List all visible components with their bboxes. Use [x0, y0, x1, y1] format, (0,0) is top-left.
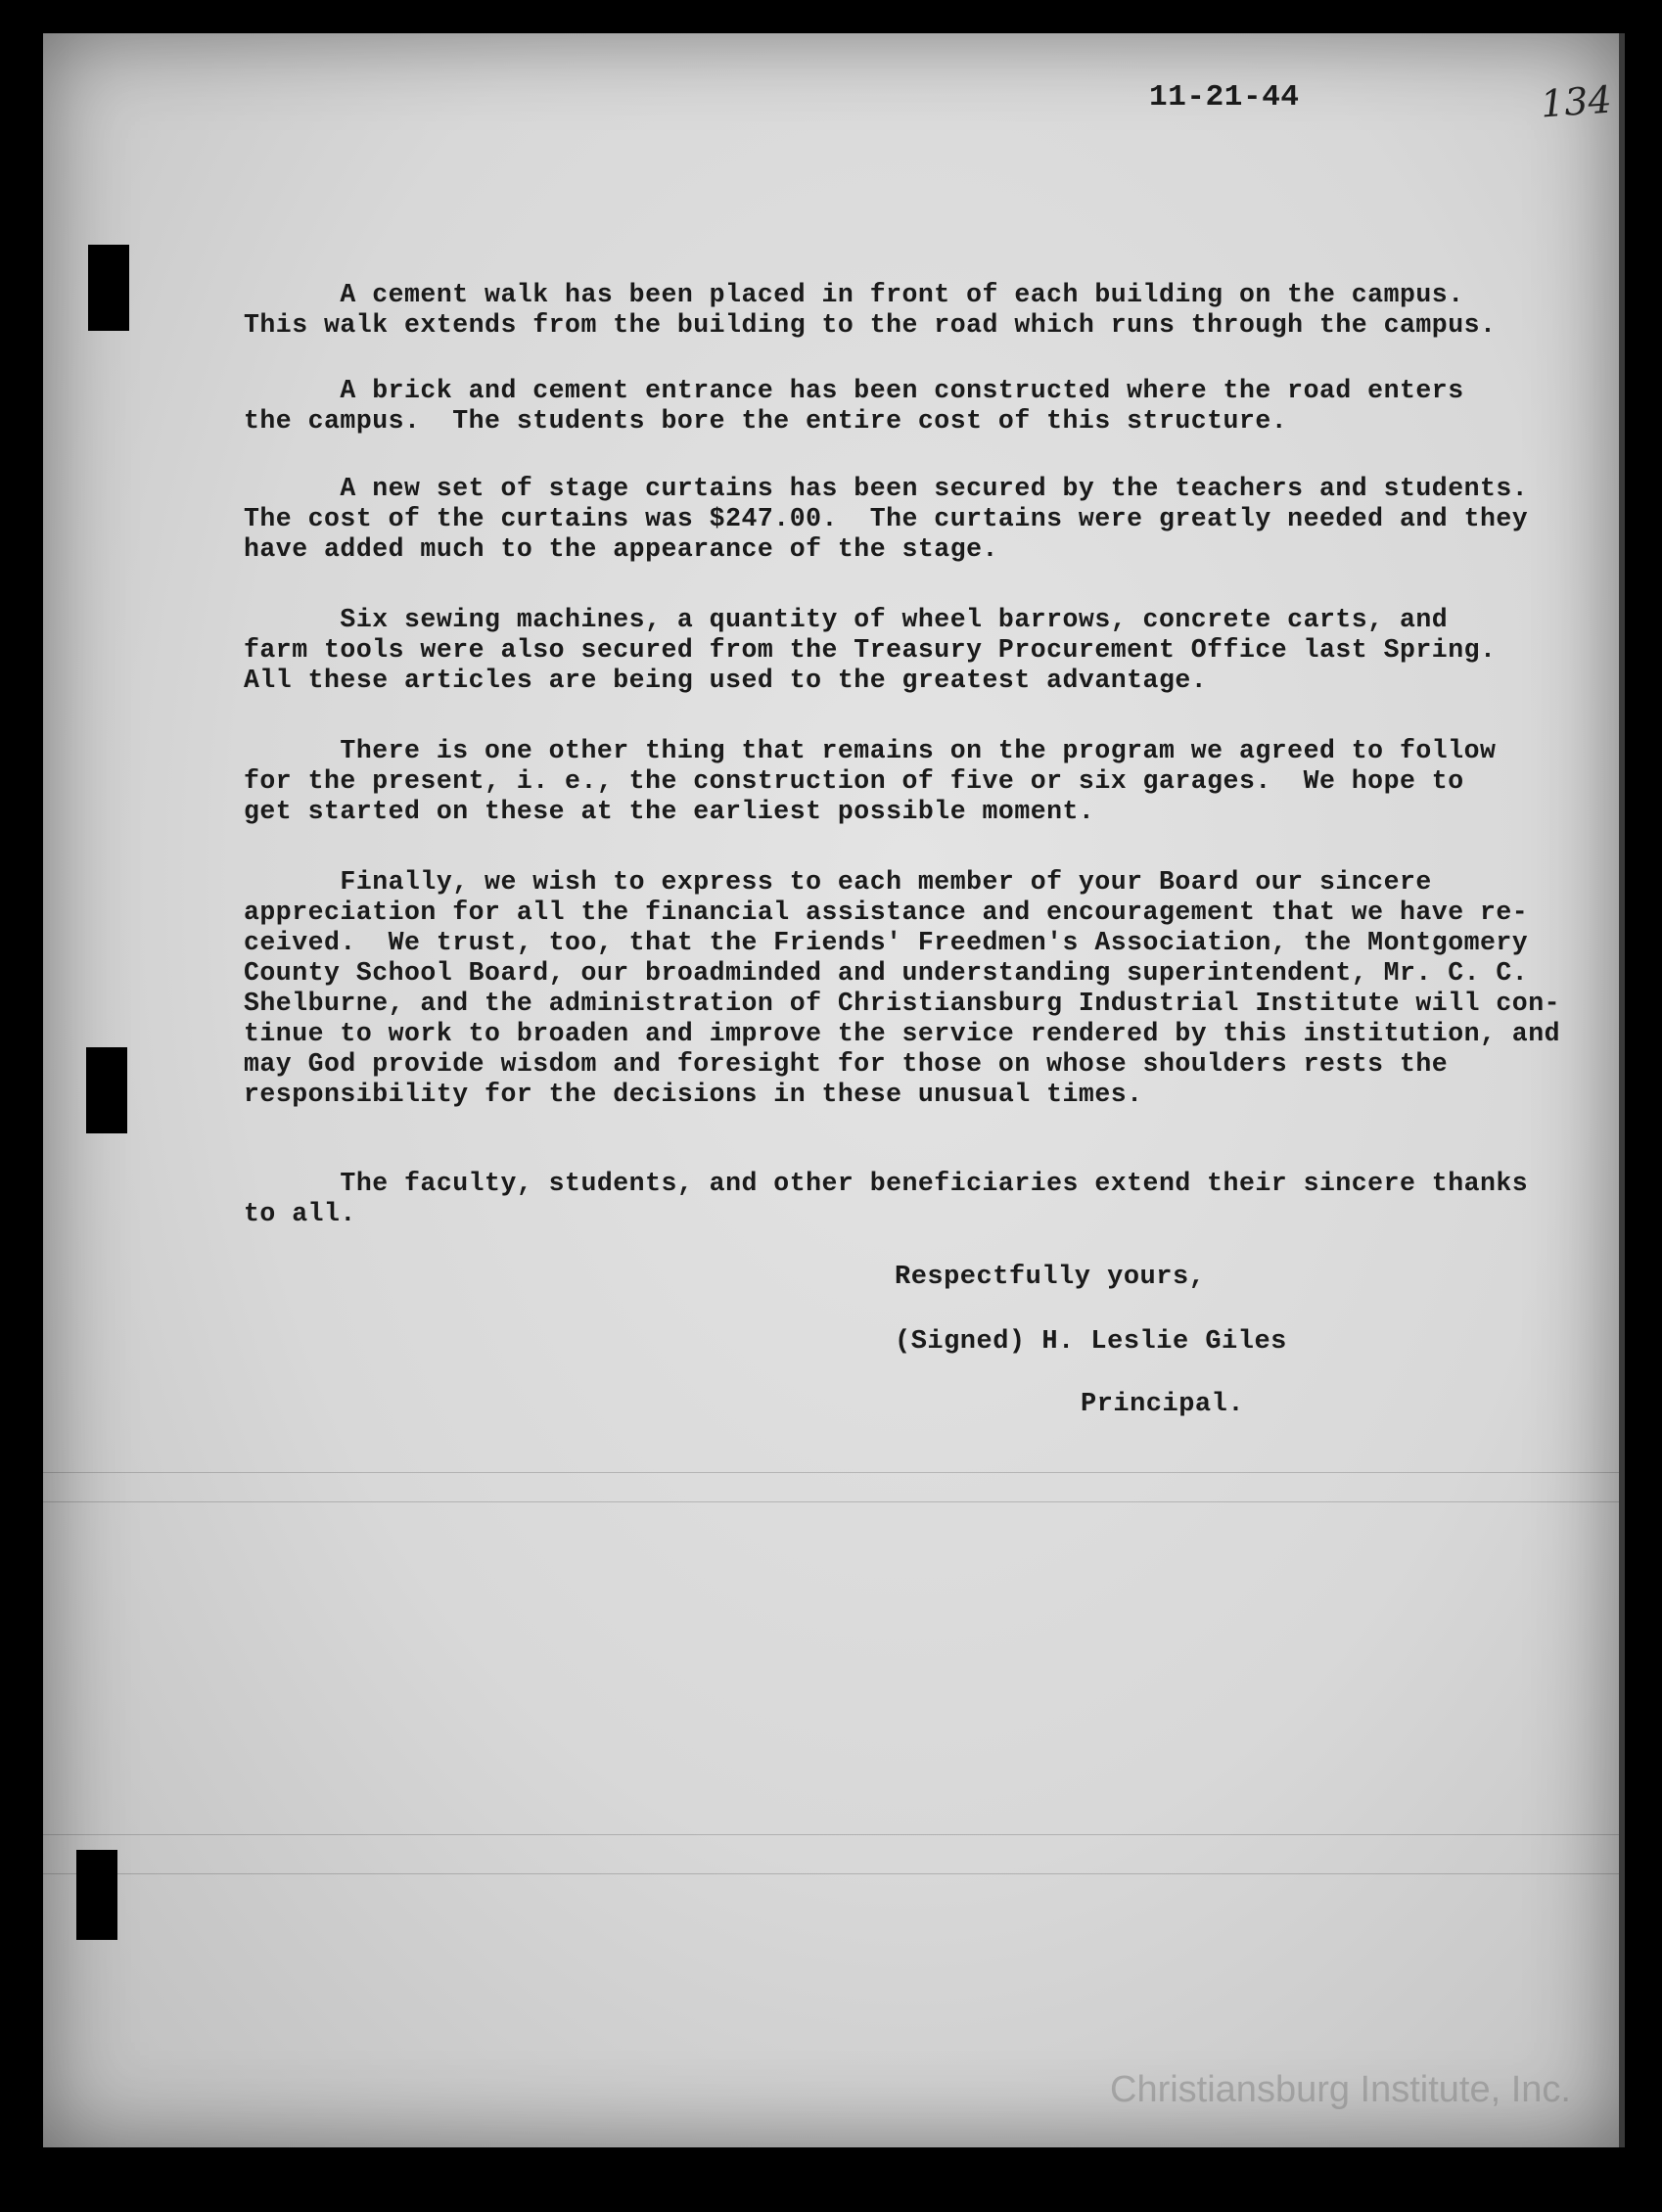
text-line: A new set of stage curtains has been secured by the teachers and students. [244, 474, 1529, 503]
archive-watermark: Christiansburg Institute, Inc. [1110, 2069, 1571, 2110]
text-line: A brick and cement entrance has been constructed where the road enters [244, 376, 1464, 405]
paragraph-brick-entrance [244, 376, 1614, 437]
text-line: Shelburne, and the administration of Christiansburg Industrial Institute will con- [244, 989, 1561, 1018]
text-line: have added much to the appearance of the stage. [244, 534, 998, 564]
paragraph-stage-curtains [244, 474, 1614, 565]
divider [43, 1501, 1619, 1502]
divider [43, 1472, 1619, 1473]
text-line: The cost of the curtains was $247.00. The curtains were greatly needed and they [244, 504, 1529, 533]
closing-signature: (Signed) H. Leslie Giles [895, 1327, 1287, 1357]
text-line: farm tools were also secured from the Treasury Procurement Office last Spring. [244, 635, 1497, 665]
document-date: 11-21-44 [1149, 80, 1300, 115]
punch-hole [88, 245, 129, 331]
paragraph-sewing-machines [244, 605, 1614, 696]
text-line: for the present, i. e., the construction of five or six garages. We hope to [244, 766, 1464, 796]
text-line: All these articles are being used to the greatest advantage. [244, 666, 1208, 695]
paragraph-thanks [244, 1169, 1614, 1229]
text-line: may God provide wisdom and foresight for those on whose shoulders rests the [244, 1049, 1449, 1079]
punch-hole [76, 1850, 117, 1940]
text-line: the campus. The students bore the entire cost of this structure. [244, 406, 1288, 436]
text-line: This walk extends from the building to the road which runs through the campus. [244, 310, 1497, 340]
paragraph-garages [244, 736, 1614, 827]
text-line: Six sewing machines, a quantity of wheel barrows, concrete carts, and [244, 605, 1449, 634]
text-line: ceived. We trust, too, that the Friends' Freedmen's Association, the Montgomery [244, 928, 1529, 957]
divider [43, 1873, 1619, 1874]
paragraph-cement-walk [244, 280, 1614, 341]
paragraph-appreciation [244, 867, 1614, 1110]
text-line: There is one other thing that remains on the program we agreed to follow [244, 736, 1497, 765]
text-line: Finally, we wish to express to each member of your Board our sincere [244, 867, 1432, 897]
document-page [43, 33, 1625, 2147]
text-line: tinue to work to broaden and improve the service rendered by this institution, and [244, 1019, 1561, 1048]
text-line: County School Board, our broadminded and understanding superintendent, Mr. C. C. [244, 958, 1529, 988]
text-line: appreciation for all the financial assistance and encouragement that we have re- [244, 898, 1529, 927]
text-line: responsibility for the decisions in these unusual times. [244, 1080, 1143, 1109]
closing-title: Principal. [1081, 1390, 1245, 1419]
text-line: A cement walk has been placed in front of each building on the campus. [244, 280, 1464, 309]
text-line: get started on these at the earliest possible moment. [244, 797, 1095, 826]
page-number: 134 [1539, 77, 1613, 126]
divider [43, 1834, 1619, 1835]
text-line: to all. [244, 1199, 356, 1228]
punch-hole [86, 1047, 127, 1133]
text-line: The faculty, students, and other beneficiaries extend their sincere thanks [244, 1169, 1529, 1198]
closing-salutation: Respectfully yours, [895, 1263, 1206, 1292]
